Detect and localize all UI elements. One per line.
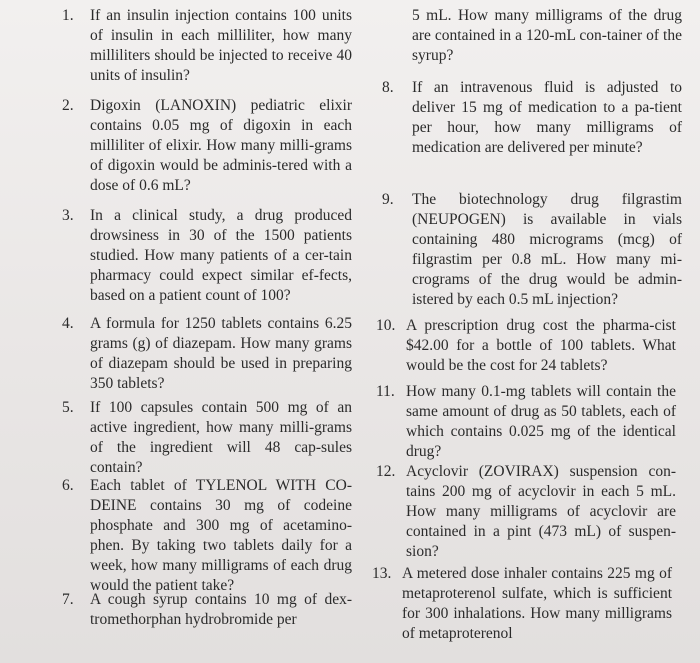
- problem-text: If an insulin injection contains 100 units of insulin in each milliliter, how many milliliters should be injected to receive 40 units of insulin?: [90, 7, 352, 84]
- problem-number: 8.: [382, 79, 394, 96]
- problem-text: 5 mL. How many milligrams of the drug are contained in a 120-mL con-tainer of the syrup?: [412, 7, 682, 64]
- problem-12: [376, 462, 676, 562]
- problem-1: [62, 6, 352, 86]
- problem-number: 2.: [62, 97, 74, 114]
- problem-number: 11.: [376, 383, 395, 400]
- problem-text: In a clinical study, a drug produced drowsiness in 30 of the 1500 patients studied. How many patients of a cer-tain pharmacy could expect similar ef-fects, based on a patient count of 100?: [90, 207, 352, 304]
- problem-11: [376, 382, 676, 462]
- problem-number: 4.: [62, 315, 74, 332]
- problem-2: [62, 96, 352, 196]
- problem-text: The biotechnology drug filgrastim (NEUPOGEN) is available in vials containing 480 micrograms (mcg) of filgrastim per 0.8 mL. How many mi-crograms of the drug would be admin-istered by each 0.5 mL injection?: [412, 191, 682, 308]
- problem-number: 1.: [62, 7, 74, 24]
- problem-number: 3.: [62, 207, 74, 224]
- problem-text: If an intravenous fluid is adjusted to deliver 15 mg of medication to a pa-tient per hour, how many milligrams of medication are delivered per minute?: [412, 79, 682, 156]
- problem-number: 6.: [62, 477, 74, 494]
- problem-13: [372, 564, 672, 644]
- problem-9: [382, 190, 682, 310]
- problem-text: Acyclovir (ZOVIRAX) suspension con-tains 200 mg of acyclovir in each 5 mL. How many milligrams of acyclovir are contained in a pint (473 mL) of suspen-sion?: [406, 463, 676, 560]
- problem-number: 7.: [62, 591, 74, 608]
- problem-number: 9.: [382, 191, 394, 208]
- problem-text: A prescription drug cost the pharma-cist $42.00 for a bottle of 100 tablets. What would be the cost for 24 tablets?: [406, 317, 676, 374]
- problem-text: Each tablet of TYLENOL WITH CO-DEINE contains 30 mg of codeine phosphate and 300 mg of acetamino-phen. By taking two tablets daily for a week, how many milligrams of each drug would the patient take?: [90, 477, 352, 594]
- problem-4: [62, 314, 352, 394]
- problem-6: [62, 476, 352, 596]
- problem-text: Digoxin (LANOXIN) pediatric elixir contains 0.05 mg of digoxin in each milliliter of elixir. How many milli-grams of digoxin would be adminis-tered with a dose of 0.6 mL?: [90, 97, 352, 194]
- problem-number: 10.: [376, 317, 396, 334]
- problem-7-continued: [412, 6, 682, 66]
- problem-number: 12.: [376, 463, 396, 480]
- problem-3: [62, 206, 352, 306]
- problem-5: [62, 398, 352, 478]
- problem-text: How many 0.1-mg tablets will contain the same amount of drug as 50 tablets, each of which contains 0.025 mg of the identical drug?: [406, 383, 676, 460]
- problem-text: A formula for 1250 tablets contains 6.25 grams (g) of diazepam. How many grams of diazepam should be used in preparing 350 tablets?: [90, 315, 352, 392]
- problem-text: A cough syrup contains 10 mg of dex-tromethorphan hydrobromide per: [90, 591, 352, 628]
- problem-text: A metered dose inhaler contains 225 mg of metaproterenol sulfate, which is sufficient for 300 inhalations. How many milligrams of metaproterenol: [402, 565, 672, 642]
- problem-10: [376, 316, 676, 376]
- problem-text: If 100 capsules contain 500 mg of an active ingredient, how many milli-grams of the ingredient will 48 cap-sules contain?: [90, 399, 352, 476]
- problem-7: [62, 590, 352, 630]
- problem-number: 5.: [62, 399, 74, 416]
- problem-8: [382, 78, 682, 158]
- problem-number: 13.: [372, 565, 392, 582]
